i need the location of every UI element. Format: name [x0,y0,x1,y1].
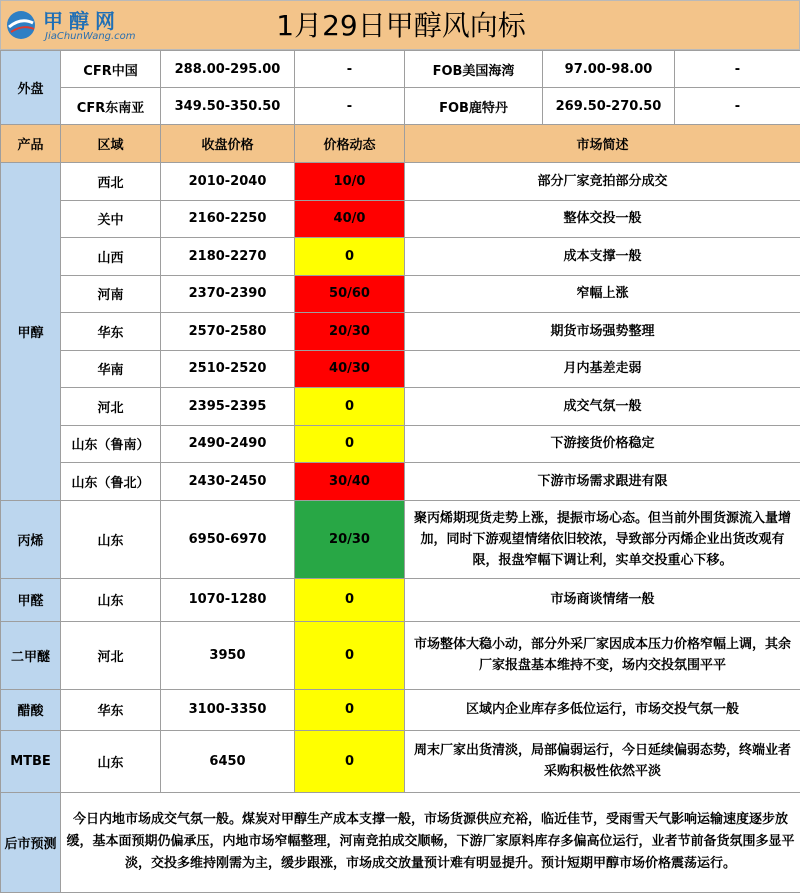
price-cell: 3950 [161,621,295,689]
product-row [1,621,800,689]
external-price: 97.00-98.00 [543,51,675,88]
summary-cell: 期货市场强势整理 [405,313,800,351]
change-cell: 0 [295,425,405,463]
summary-cell: 成本支撑一般 [405,238,800,276]
region-cell: 山东 [61,578,161,621]
external-price: 269.50-270.50 [543,88,675,125]
external-change: - [295,51,405,88]
product-label: 醋酸 [1,689,61,730]
change-cell: 20/30 [295,500,405,578]
price-cell: 2370-2390 [161,275,295,313]
change-cell: 10/0 [295,163,405,201]
col-header-price: 收盘价格 [161,125,295,163]
region-cell: 华东 [61,689,161,730]
summary-cell: 市场整体大稳小动，部分外采厂家因成本压力价格窄幅上调，其余厂家报盘基本维持不变，场内交投氛围平平 [405,621,800,689]
price-cell: 3100-3350 [161,689,295,730]
column-header-row [1,125,800,163]
region-cell: 山西 [61,238,161,276]
external-name: FOB美国海湾 [405,51,543,88]
forecast-row [1,792,800,892]
summary-cell: 市场商谈情绪一般 [405,578,800,621]
page-title: 1月29日甲醇风向标 [276,9,526,42]
summary-cell: 整体交投一般 [405,200,800,238]
product-label: 甲醇 [1,163,61,501]
forecast-label: 后市预测 [1,792,61,892]
external-change: - [675,51,800,88]
summary-cell: 窄幅上涨 [405,275,800,313]
price-cell: 2430-2450 [161,463,295,501]
region-cell: 山东（鲁北） [61,463,161,501]
methanol-indicator-table [0,50,800,893]
summary-cell: 区域内企业库存多低位运行，市场交投气氛一般 [405,689,800,730]
price-cell: 2160-2250 [161,200,295,238]
col-header-region: 区域 [61,125,161,163]
methanol-row [1,313,800,351]
change-cell: 40/30 [295,350,405,388]
change-cell: 30/40 [295,463,405,501]
methanol-row [1,200,800,238]
external-name: FOB鹿特丹 [405,88,543,125]
col-header-change: 价格动态 [295,125,405,163]
price-cell: 2570-2580 [161,313,295,351]
price-cell: 6450 [161,730,295,792]
price-cell: 6950-6970 [161,500,295,578]
product-label: 丙烯 [1,500,61,578]
external-price: 349.50-350.50 [161,88,295,125]
external-name: CFR东南亚 [61,88,161,125]
price-cell: 2010-2040 [161,163,295,201]
methanol-row [1,163,800,201]
region-cell: 河北 [61,621,161,689]
product-row [1,578,800,621]
external-row [1,51,800,88]
change-cell: 0 [295,730,405,792]
product-label: 甲醛 [1,578,61,621]
product-label: 二甲醚 [1,621,61,689]
product-label: MTBE [1,730,61,792]
methanol-row [1,463,800,501]
change-cell: 50/60 [295,275,405,313]
methanol-row [1,350,800,388]
summary-cell: 部分厂家竞拍部分成交 [405,163,800,201]
summary-cell: 下游接货价格稳定 [405,425,800,463]
external-row [1,88,800,125]
col-header-product: 产品 [1,125,61,163]
product-row [1,689,800,730]
region-cell: 华东 [61,313,161,351]
price-cell: 2180-2270 [161,238,295,276]
change-cell: 0 [295,238,405,276]
summary-cell: 聚丙烯期现货走势上涨，提振市场心态。但当前外围货源流入量增加，同时下游观望情绪依旧较浓，导致部分丙烯企业出货改观有限，报盘窄幅下调让利，实单交投重心下移。 [405,500,800,578]
change-cell: 0 [295,621,405,689]
region-cell: 山东（鲁南） [61,425,161,463]
change-cell: 20/30 [295,313,405,351]
region-cell: 关中 [61,200,161,238]
region-cell: 河北 [61,388,161,426]
external-price: 288.00-295.00 [161,51,295,88]
external-name: CFR中国 [61,51,161,88]
summary-cell: 成交气氛一般 [405,388,800,426]
methanol-row [1,275,800,313]
page-header [0,0,800,50]
external-label: 外盘 [1,51,61,125]
methanol-row [1,388,800,426]
logo-url: JiaChunWang.com [45,31,136,42]
price-cell: 2490-2490 [161,425,295,463]
region-cell: 山东 [61,500,161,578]
change-cell: 0 [295,388,405,426]
external-change: - [675,88,800,125]
summary-cell: 月内基差走弱 [405,350,800,388]
region-cell: 华南 [61,350,161,388]
logo-text: 甲醇网 [43,9,121,33]
product-row [1,500,800,578]
product-row [1,730,800,792]
summary-cell: 下游市场需求跟进有限 [405,463,800,501]
price-cell: 1070-1280 [161,578,295,621]
forecast-text: 今日内地市场成交气氛一般。煤炭对甲醇生产成本支撑一般，市场货源供应充裕，临近佳节，受雨雪天气影响运输速度逐步放缓，基本面预期仍偏承压，内地市场窄幅整理，河南竞拍成交顺畅，下游厂家原料库存多偏高位运行，业者节前备货氛围多显平淡，交投多维持刚需为主，缓步跟涨，市场成交放量预计难有明显提升。预计短期甲醇市场价格震荡运行。 [61,792,800,892]
methanol-row [1,425,800,463]
region-cell: 河南 [61,275,161,313]
change-cell: 0 [295,689,405,730]
external-change: - [295,88,405,125]
summary-cell: 周末厂家出货清淡，局部偏弱运行，今日延续偏弱态势，终端业者采购积极性依然平淡 [405,730,800,792]
col-header-summary: 市场简述 [405,125,800,163]
change-cell: 0 [295,578,405,621]
region-cell: 西北 [61,163,161,201]
change-cell: 40/0 [295,200,405,238]
price-cell: 2395-2395 [161,388,295,426]
region-cell: 山东 [61,730,161,792]
price-cell: 2510-2520 [161,350,295,388]
methanol-row [1,238,800,276]
